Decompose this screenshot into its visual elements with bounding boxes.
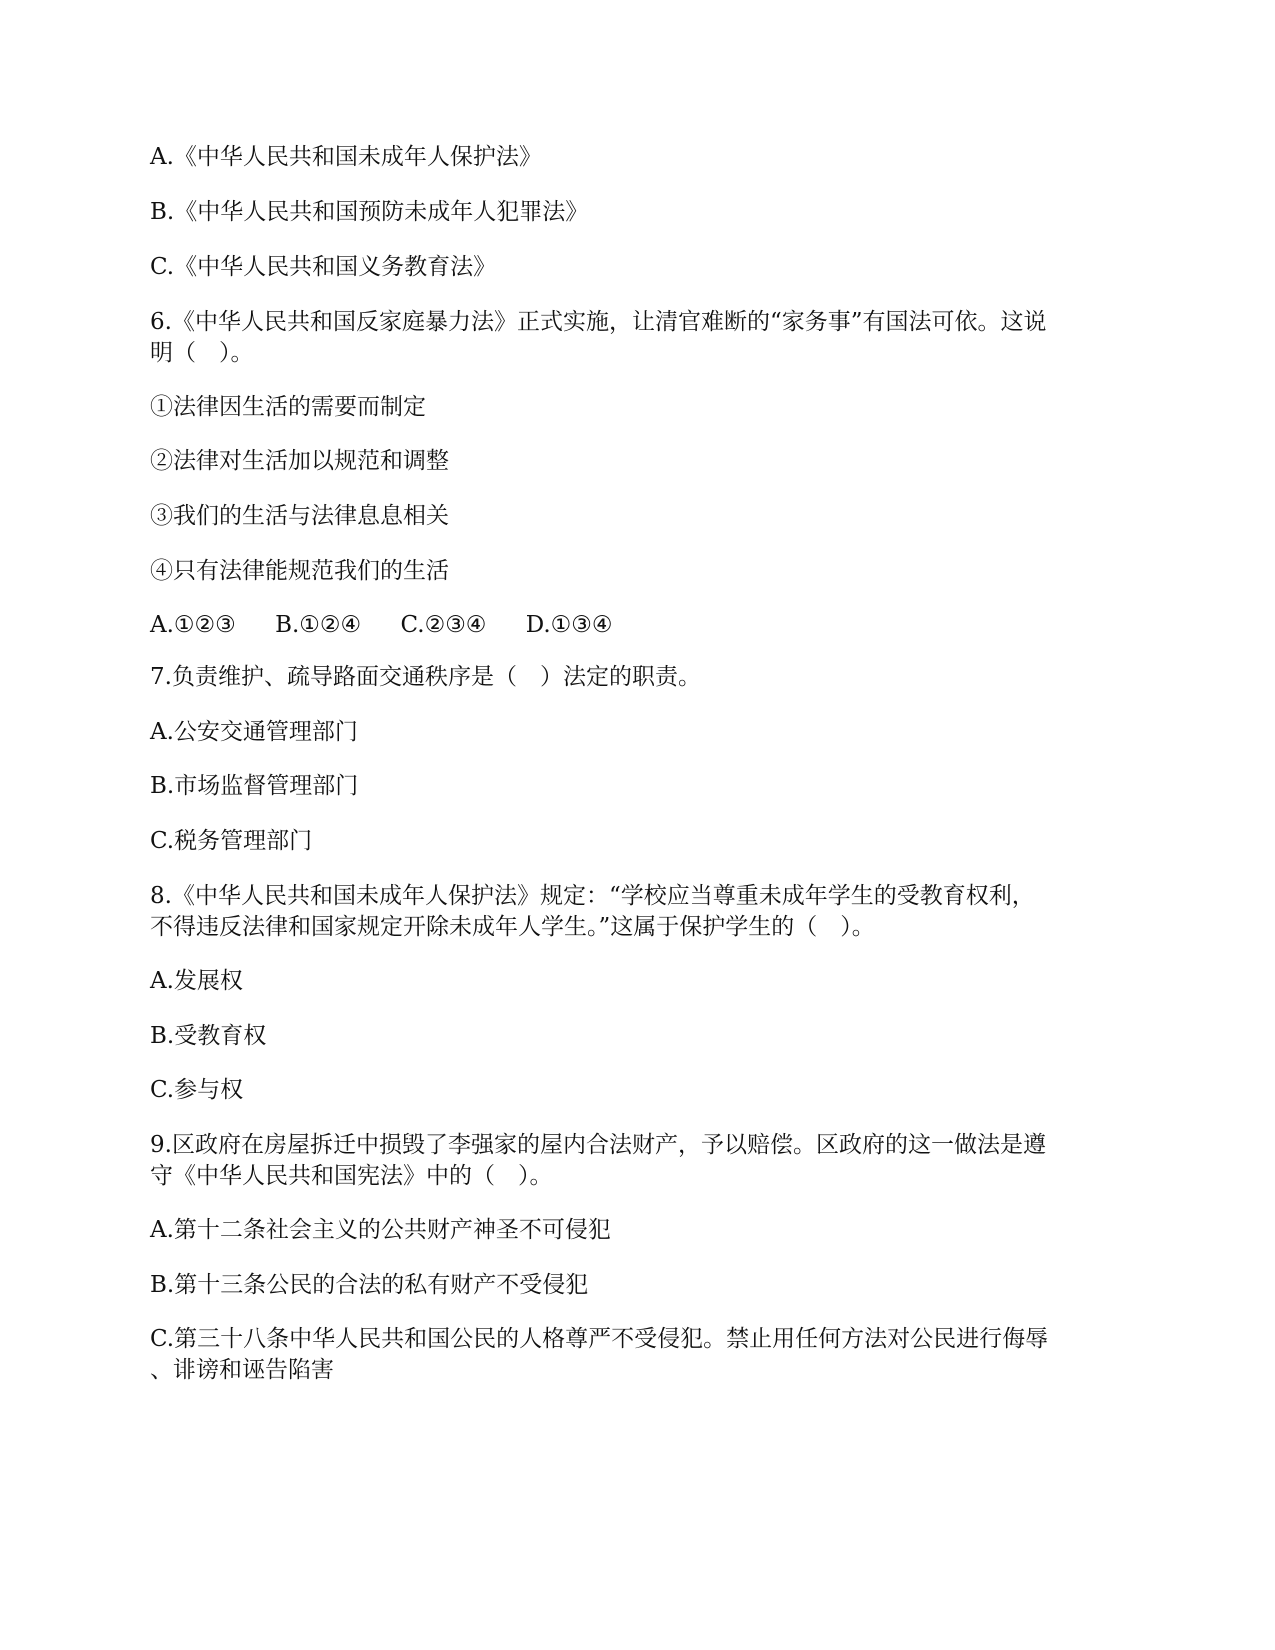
q6-option-d: D.①③④	[525, 612, 613, 638]
q7-option-b: B.市场监督管理部门	[150, 773, 359, 799]
q8-option-b: B.受教育权	[150, 1023, 267, 1049]
q8-stem-line2: 不得违反法律和国家规定开除未成年人学生。”这属于保护学生的（ ）。	[150, 914, 875, 940]
q9-stem-line1: 9.区政府在房屋拆迁中损毁了李强家的屋内合法财产，予以赔偿。区政府的这一做法是遵	[150, 1132, 1046, 1158]
q6-statement-4: ④只有法律能规范我们的生活	[150, 558, 449, 584]
q6-options	[150, 609, 1130, 642]
q5-option-a: A.《中华人民共和国未成年人保护法》	[150, 144, 542, 170]
q9-option-c-line2: 、诽谤和诬告陷害	[150, 1357, 334, 1383]
q9-option-b: B.第十三条公民的合法的私有财产不受侵犯	[150, 1272, 589, 1298]
q9-option-c-line1: C.第三十八条中华人民共和国公民的人格尊严不受侵犯。禁止用任何方法对公民进行侮辱	[150, 1326, 1049, 1352]
q7-option-a: A.公安交通管理部门	[150, 719, 358, 745]
q6-stem-line1: 6.《中华人民共和国反家庭暴力法》正式实施，让清官难断的“家务事”有国法可依。这说	[150, 309, 1047, 335]
q6-statement-2: ②法律对生活加以规范和调整	[150, 448, 449, 474]
q6-stem-line2: 明（ ）。	[150, 340, 254, 366]
q6-option-a: A.①②③	[150, 612, 236, 638]
q7-option-c: C.税务管理部门	[150, 828, 313, 854]
q6-statement-1: ①法律因生活的需要而制定	[150, 394, 426, 420]
q8-stem-line1: 8.《中华人民共和国未成年人保护法》规定：“学校应当尊重未成年学生的受教育权利，	[150, 883, 1035, 909]
q9-option-a: A.第十二条社会主义的公共财产神圣不可侵犯	[150, 1217, 611, 1243]
q5-option-b: B.《中华人民共和国预防未成年人犯罪法》	[150, 199, 589, 225]
q8-option-a: A.发展权	[150, 968, 243, 994]
q6-statement-3: ③我们的生活与法律息息相关	[150, 503, 449, 529]
q5-option-c: C.《中华人民共和国义务教育法》	[150, 254, 497, 280]
q7-stem: 7.负责维护、疏导路面交通秩序是（ ）法定的职责。	[150, 664, 701, 690]
q8-option-c: C.参与权	[150, 1077, 244, 1103]
q6-option-b: B.①②④	[275, 612, 362, 638]
q6-option-c: C.②③④	[400, 612, 487, 638]
q9-stem-line2: 守《中华人民共和国宪法》中的（ ）。	[150, 1163, 553, 1189]
